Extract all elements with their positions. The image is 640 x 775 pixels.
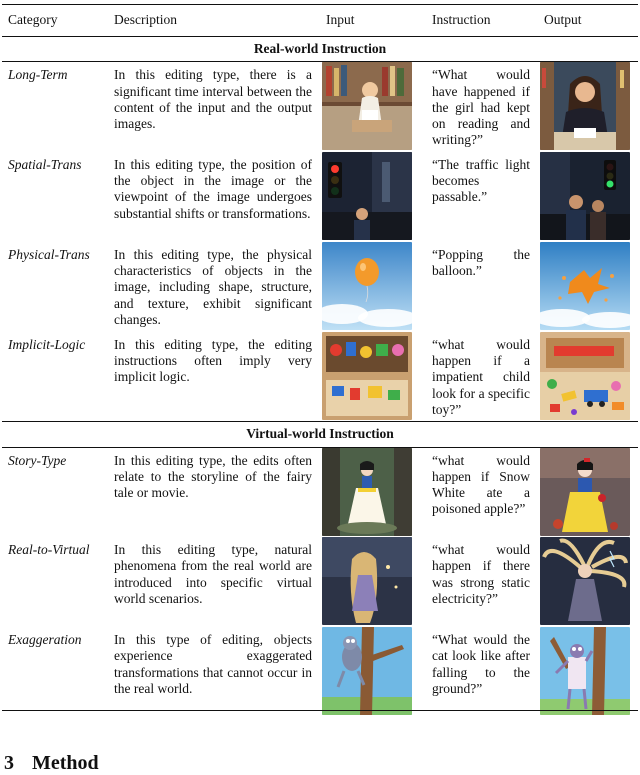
table-row: [2, 447, 638, 537]
description-cell: In this type of editing, objects experience exaggerated transformations that cannot occur in the real world.: [114, 632, 312, 696]
section-heading: [4, 752, 99, 775]
table-row: [2, 537, 638, 627]
cartoon-cat-flattened-image: [540, 627, 630, 715]
description-cell: In this editing type, the physical characteristics of objects in the image, including shape, structure, and texture, exhibit significant changes.: [114, 246, 312, 327]
instruction-cell: “The traffic light becomes passable.”: [432, 156, 530, 205]
snow-white-forest-image: [322, 448, 412, 536]
section-title-method: Method: [32, 752, 99, 774]
instruction-cell: “what would happen if Snow White ate a poisoned apple?”: [432, 452, 530, 517]
messy-toy-drawer-photo: [540, 332, 630, 420]
category-cell: Long-Term: [8, 67, 68, 83]
header-instruction: Instruction: [426, 6, 538, 37]
table-row: [2, 332, 638, 422]
editing-types-table: [2, 6, 638, 717]
description-cell: In this editing type, natural phenomena from the real world are introduced into specific virtual world scenarios.: [114, 542, 312, 606]
description-cell: In this editing type, the editing instructions often imply very implicit logic.: [114, 336, 312, 385]
section-row-real-world: [2, 37, 638, 62]
traffic-light-green-photo: [540, 152, 630, 240]
table-row: [2, 242, 638, 332]
description-cell: In this editing type, there is a significant time interval between the content of the input and the output images.: [114, 67, 312, 132]
table-header-row: [2, 6, 638, 37]
girl-reading-in-library-photo: [322, 62, 412, 150]
table-row: [2, 62, 638, 152]
rapunzel-static-hair-image: [540, 537, 630, 625]
instruction-cell: “what would happen if there was strong static electricity?”: [432, 542, 530, 606]
traffic-light-red-photo: [322, 152, 412, 240]
section-row-virtual-world: [2, 422, 638, 447]
table-row: [2, 152, 638, 242]
category-cell: Implicit-Logic: [8, 336, 86, 352]
instruction-cell: “What would the cat look like after falling to the ground?”: [432, 632, 530, 696]
instruction-cell: “what would happen if a impatient child look for a specific toy?”: [432, 336, 530, 417]
header-description: Description: [108, 6, 320, 37]
category-cell: Exaggeration: [8, 632, 82, 648]
category-cell: Story-Type: [8, 452, 67, 468]
rapunzel-long-hair-image: [322, 537, 412, 625]
header-category: Category: [2, 6, 108, 37]
category-cell: Spatial-Trans: [8, 156, 82, 172]
orange-balloon-sky-photo: [322, 242, 412, 330]
section-number: 3: [4, 752, 14, 774]
section-title: Virtual-world Instruction: [2, 422, 638, 447]
popped-balloon-sky-photo: [540, 242, 630, 330]
woman-writing-in-bookstore-photo: [540, 62, 630, 150]
header-input: Input: [320, 6, 426, 37]
description-cell: In this editing type, the position of the object in the image or the viewpoint of the image undergoes substantial shifts or transformations.: [114, 156, 312, 221]
instruction-cell: “What would have happened if the girl had kept on reading and writing?”: [432, 67, 530, 148]
header-output: Output: [538, 6, 638, 37]
category-cell: Real-to-Virtual: [8, 542, 90, 558]
tidy-toy-drawer-photo: [322, 332, 412, 420]
section-title: Real-world Instruction: [2, 37, 638, 62]
table-top-rule: [2, 4, 638, 5]
category-cell: Physical-Trans: [8, 246, 90, 262]
snow-white-apple-image: [540, 448, 630, 536]
table-bottom-rule: [2, 710, 638, 711]
cartoon-cat-on-tree-image: [322, 627, 412, 715]
instruction-cell: “Popping the balloon.”: [432, 246, 530, 279]
description-cell: In this editing type, the edits often relate to the storyline of the fairy tale or movie.: [114, 452, 312, 501]
table-row: [2, 627, 638, 717]
